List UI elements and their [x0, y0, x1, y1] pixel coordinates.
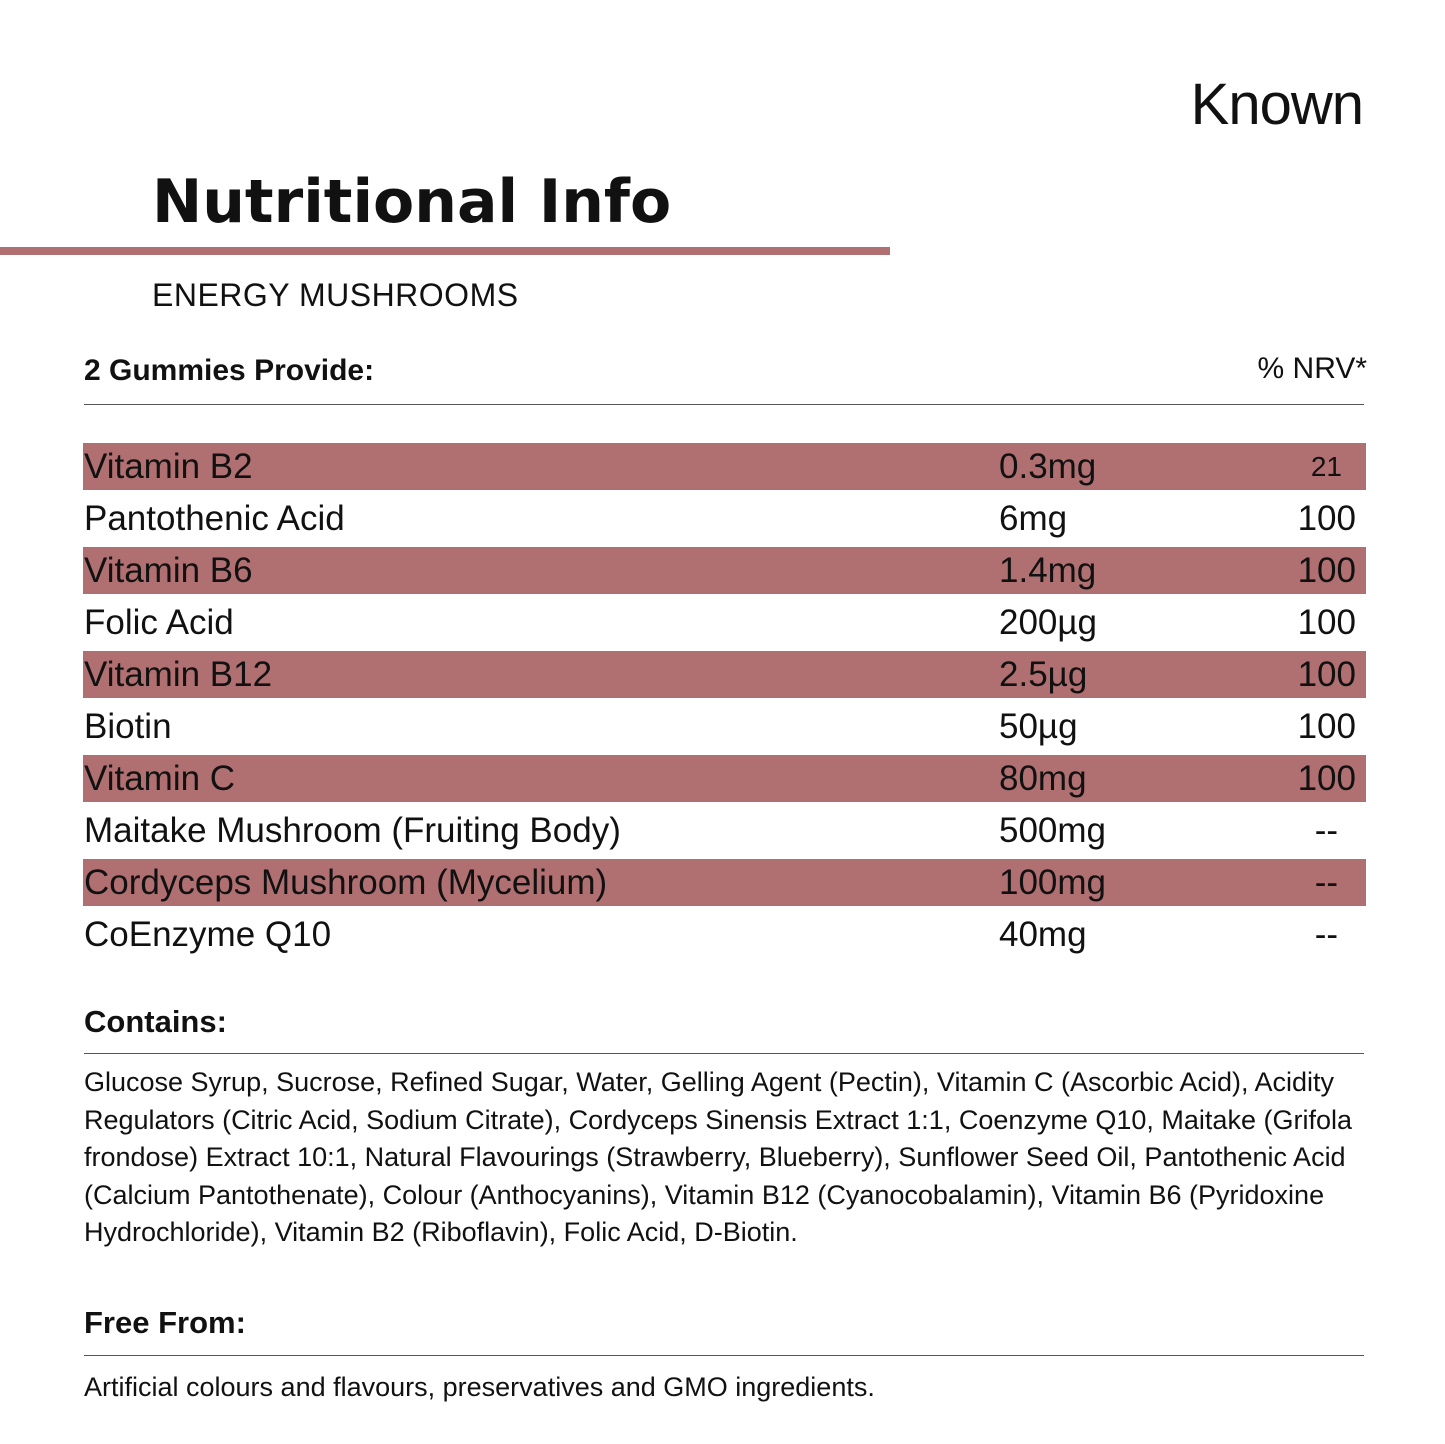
table-row: [83, 495, 1366, 542]
table-row: [83, 703, 1366, 750]
nutrient-name: Vitamin B2: [84, 447, 253, 486]
nutrient-table: [83, 443, 1366, 963]
nutrient-nrv: 100: [1297, 655, 1356, 694]
table-row: [83, 651, 1366, 698]
nutrient-nrv: 21: [1310, 451, 1342, 482]
nutrient-nrv: --: [1314, 915, 1338, 954]
table-row: [83, 443, 1366, 490]
contains-heading: Contains:: [84, 1004, 227, 1039]
nutrient-amount: 100mg: [999, 863, 1107, 902]
table-row: [83, 807, 1366, 854]
table-row: [83, 547, 1366, 594]
nutrient-nrv: 100: [1297, 707, 1356, 746]
nrv-column-header: % NRV*: [1257, 352, 1367, 385]
nutrient-name: Vitamin B6: [84, 551, 253, 590]
nutrient-name: Maitake Mushroom (Fruiting Body): [84, 811, 621, 850]
nutrient-amount: 80mg: [999, 759, 1087, 798]
nutrient-amount: 1.4mg: [999, 551, 1097, 590]
nutrient-nrv: --: [1314, 811, 1338, 850]
nutrient-amount: 500mg: [999, 811, 1107, 850]
brand-logo: Known: [1190, 72, 1363, 137]
nutrient-amount: 200µg: [999, 603, 1098, 642]
nutrient-amount: 0.3mg: [999, 447, 1097, 486]
nutrient-nrv: 100: [1297, 759, 1356, 798]
contains-divider: [84, 1053, 1364, 1054]
header-divider: [84, 404, 1364, 405]
nutrient-amount: 6mg: [999, 499, 1068, 538]
contains-text: Glucose Syrup, Sucrose, Refined Sugar, Water, Gelling Agent (Pectin), Vitamin C (Ascorbic Acid), Acidity Regulators (Citric Acid, Sodium Citrate), Cordyceps Sinensis Extract 1:1, Coenzyme Q10, Maitake (Grifola frondose) Extract 10:1, Natural Flavourings (Strawberry, Blueberry), Sunflower Seed Oil, Pantothenic Acid (Calcium Pantothenate), Colour (Anthocyanins), Vitamin B12 (Cyanocobalamin), Vitamin B6 (Pyridoxine Hydrochloride), Vitamin B2 (Riboflavin), Folic Acid, D-Biotin.: [84, 1067, 1352, 1247]
nutrient-amount: 50µg: [999, 707, 1078, 746]
table-row: [83, 599, 1366, 646]
free-from-text: Artificial colours and flavours, preservatives and GMO ingredients.: [84, 1372, 875, 1402]
nutrient-amount: 2.5µg: [999, 655, 1088, 694]
free-from-heading: Free From:: [84, 1305, 246, 1340]
page-title: Nutritional Info: [152, 167, 672, 237]
nutrient-nrv: --: [1314, 863, 1338, 902]
nutrient-name: Folic Acid: [84, 603, 234, 642]
nutrient-amount: 40mg: [999, 915, 1087, 954]
table-row: [83, 755, 1366, 802]
nutrient-name: CoEnzyme Q10: [84, 915, 332, 954]
nutrient-name: Vitamin B12: [84, 655, 273, 694]
nutrient-name: Cordyceps Mushroom (Mycelium): [84, 863, 608, 902]
free-from-divider: [84, 1355, 1364, 1356]
serving-label: 2 Gummies Provide:: [84, 354, 375, 387]
nutrient-name: Pantothenic Acid: [84, 499, 345, 538]
nutrient-nrv: 100: [1297, 551, 1356, 590]
table-row: [83, 911, 1366, 958]
table-row: [83, 859, 1366, 906]
nutrient-nrv: 100: [1297, 499, 1356, 538]
product-subtitle: ENERGY MUSHROOMS: [152, 277, 519, 313]
nutrient-nrv: 100: [1297, 603, 1356, 642]
title-underline: [0, 247, 890, 255]
nutrient-name: Vitamin C: [84, 759, 236, 798]
nutrient-name: Biotin: [84, 707, 172, 746]
